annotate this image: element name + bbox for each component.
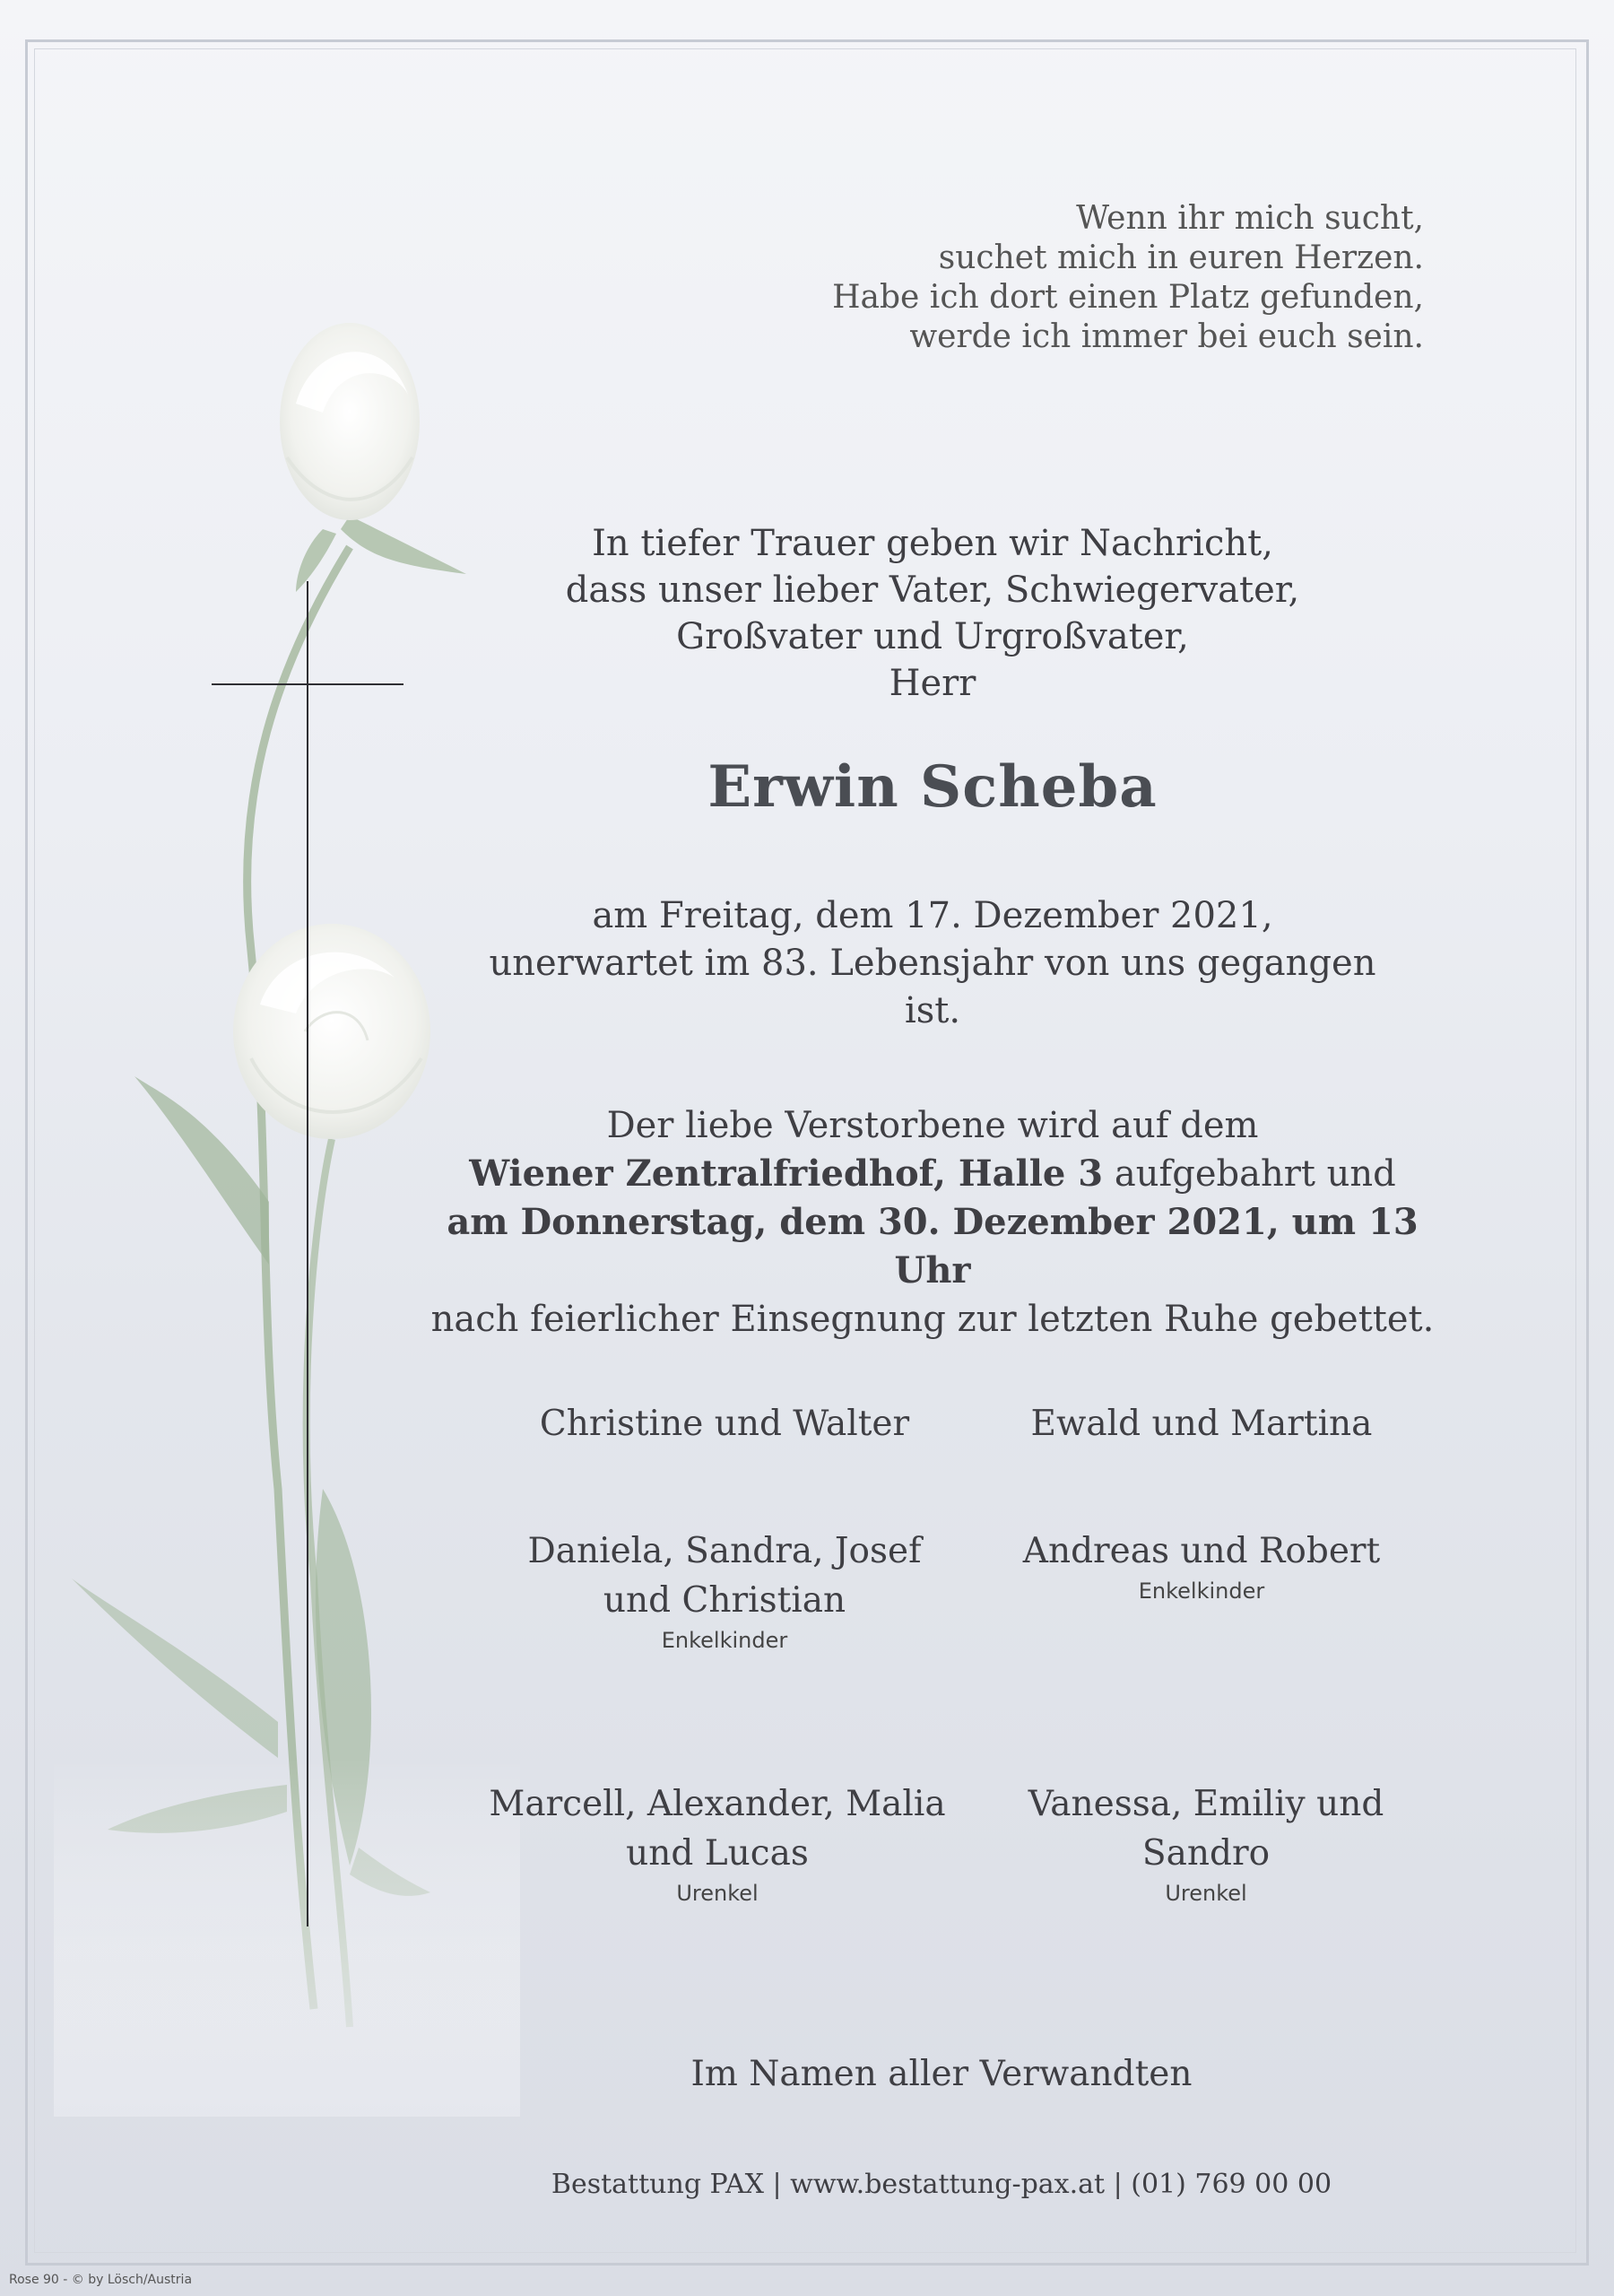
family-role: Enkelkinder	[661, 1628, 788, 1653]
family-group	[968, 1526, 1435, 1606]
closing-line: Im Namen aller Verwandten	[690, 2054, 1193, 2094]
family-role: Urenkel	[676, 1881, 759, 1906]
funeral-date-text: am Donnerstag, dem 30. Dezember 2021, um 13 Uhr	[447, 1201, 1419, 1292]
verse-line: suchet mich in euren Herzen.	[938, 239, 1424, 276]
intro-line: In tiefer Trauer geben wir Nachricht,	[592, 523, 1273, 564]
verse	[832, 199, 1424, 357]
funeral-line	[430, 1150, 1435, 1198]
family-names: Vanessa, Emiliy und Sandro	[1028, 1784, 1384, 1874]
intro-line: dass unser lieber Vater, Schwiegervater,	[565, 570, 1300, 611]
verse-line: werde ich immer bei euch sein.	[909, 318, 1424, 355]
family-names: Marcell, Alexander, Malia	[489, 1784, 946, 1824]
family-group	[491, 1399, 958, 1448]
death-line: am Freitag, dem 17. Dezember 2021,	[592, 895, 1273, 936]
funeral-line: nach feierlicher Einsegnung zur letzten Ruhe gebettet.	[430, 1299, 1435, 1340]
verse-line: Wenn ihr mich sucht,	[1076, 200, 1424, 237]
family-names: Daniela, Sandra, Josef	[527, 1531, 922, 1571]
family-names: Andreas und Robert	[1022, 1531, 1381, 1571]
family-names: und Christian	[603, 1580, 846, 1621]
family-names: und Lucas	[626, 1833, 809, 1874]
family-role: Urenkel	[1165, 1881, 1247, 1906]
funeral-details	[430, 1101, 1435, 1344]
footer-contact: Bestattung PAX | www.bestattung-pax.at | (01) 769 00 00	[551, 2169, 1332, 2200]
family-group	[491, 1526, 958, 1656]
verse-line: Habe ich dort einen Platz gefunden,	[832, 279, 1424, 316]
family-names: Christine und Walter	[539, 1404, 910, 1444]
family-group	[968, 1399, 1435, 1448]
funeral-line-rest: aufgebahrt und	[1103, 1153, 1396, 1195]
funeral-location: Wiener Zentralfriedhof, Halle 3	[469, 1152, 1104, 1195]
death-notice	[466, 892, 1399, 1035]
cross-icon-bar	[212, 683, 404, 685]
family-group	[973, 1779, 1439, 1909]
image-credit: Rose 90 - © by Lösch/Austria	[9, 2273, 193, 2287]
intro-line: Großvater und Urgroßvater,	[676, 616, 1189, 657]
intro-text	[466, 520, 1399, 707]
family-role: Enkelkinder	[1138, 1578, 1265, 1604]
funeral-date	[430, 1198, 1435, 1295]
death-line: unerwartet im 83. Lebensjahr von uns gegangen ist.	[489, 943, 1376, 1031]
cross-icon	[307, 581, 308, 1926]
deceased-name: Erwin Scheba	[707, 753, 1158, 821]
family-names: Ewald und Martina	[1030, 1404, 1373, 1444]
funeral-line: Der liebe Verstorbene wird auf dem	[606, 1105, 1259, 1146]
family-group	[484, 1779, 950, 1909]
intro-line: Herr	[889, 663, 976, 704]
